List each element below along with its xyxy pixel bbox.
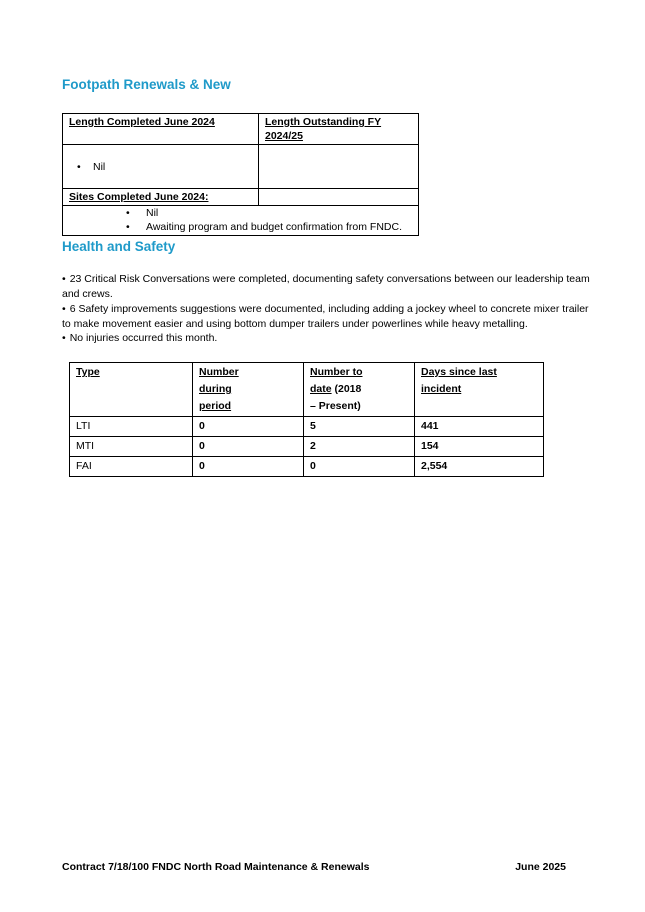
type-header: Type	[70, 363, 193, 417]
table-row	[70, 437, 544, 457]
length-outstanding-cell	[259, 145, 419, 189]
during-header-line: Number	[199, 366, 239, 378]
during-cell: 0	[193, 417, 304, 437]
sites-empty-cell	[259, 189, 419, 206]
type-cell: FAI	[70, 457, 193, 477]
type-cell: MTI	[70, 437, 193, 457]
to-date-header-line: date	[310, 383, 332, 395]
hs-bullet-text: No injuries occurred this month.	[69, 332, 218, 344]
footer-date: June 2025	[515, 861, 566, 873]
sites-item: • Nil	[63, 206, 418, 220]
sites-completed-header: Sites Completed June 2024:	[63, 189, 259, 206]
to-date-header-line: (2018	[331, 383, 362, 395]
during-cell: 0	[193, 457, 304, 477]
during-header-line: during	[199, 383, 232, 395]
footer-contract: Contract 7/18/100 FNDC North Road Maintenance & Renewals	[62, 861, 370, 873]
during-header-line: period	[199, 400, 232, 412]
length-completed-cell	[63, 145, 259, 189]
hs-bullet: • 6 Safety improvements suggestions were documented, including adding a jockey wheel to concrete mixer trailer to make movement easier and using bottom dumper trailers under powerlines while heavy metalling.	[62, 303, 589, 330]
to-date-header-line: – Present)	[310, 400, 361, 412]
to-date-header-line: Number to	[310, 366, 363, 378]
table-row	[70, 457, 544, 477]
hs-bullet: • No injuries occurred this month.	[62, 332, 218, 344]
to-date-header	[304, 363, 415, 417]
to-date-cell: 2	[304, 437, 415, 457]
footpath-heading: Footpath Renewals & New	[62, 77, 231, 92]
hs-bullet: • 23 Critical Risk Conversations were completed, documenting safety conversations between our leadership team and crews.	[62, 273, 590, 300]
footpath-table	[62, 113, 419, 236]
injury-table	[69, 362, 544, 477]
days-since-header	[415, 363, 544, 417]
sites-list-cell	[63, 206, 419, 236]
to-date-cell: 5	[304, 417, 415, 437]
days-cell: 154	[415, 437, 544, 457]
table-row	[70, 417, 544, 437]
sites-item: • Awaiting program and budget confirmation from FNDC.	[63, 220, 418, 234]
to-date-cell: 0	[304, 457, 415, 477]
days-cell: 441	[415, 417, 544, 437]
during-cell: 0	[193, 437, 304, 457]
days-cell: 2,554	[415, 457, 544, 477]
hs-bullet-text: 6 Safety improvements suggestions were documented, including adding a jockey wheel to concrete mixer trailer to make movement easier and using bottom dumper trailers under powerlines while heavy metalling.	[62, 303, 589, 330]
days-header-line: incident	[421, 383, 462, 395]
hs-bullet-text: 23 Critical Risk Conversations were completed, documenting safety conversations between our leadership team and crews.	[62, 273, 590, 300]
health-safety-heading: Health and Safety	[62, 239, 176, 254]
page-footer	[62, 861, 566, 873]
length-outstanding-header: Length Outstanding FY 2024/25	[259, 114, 419, 145]
length-completed-header: Length Completed June 2024	[63, 114, 259, 145]
during-period-header	[193, 363, 304, 417]
days-header-line: Days since last	[421, 366, 497, 378]
length-completed-item: • Nil	[69, 160, 252, 174]
type-cell: LTI	[70, 417, 193, 437]
